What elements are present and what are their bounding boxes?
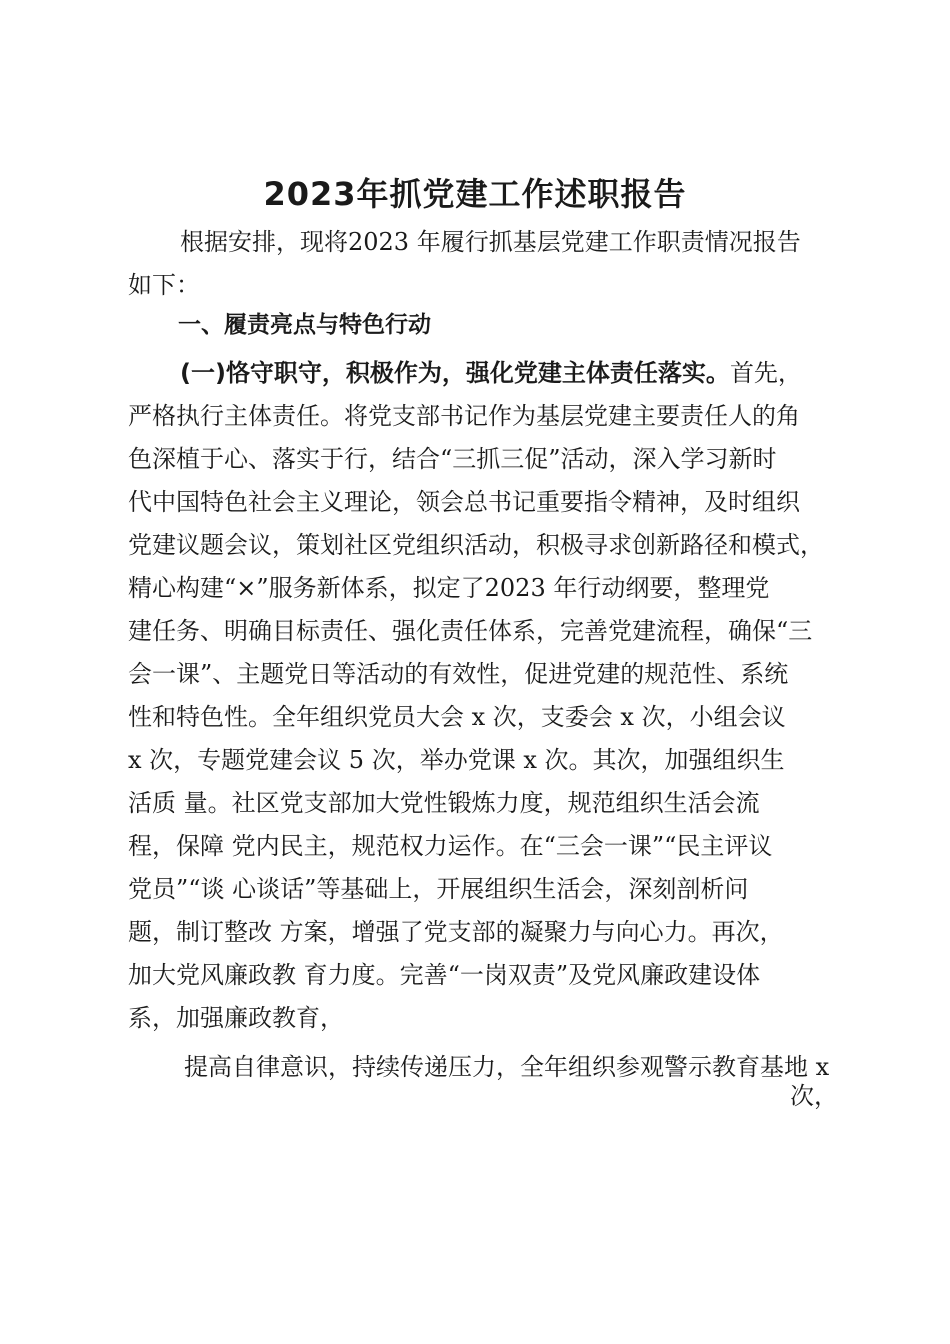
body-line: 活质 量。社区党支部加大党性锻炼力度，规范组织生活会流 xyxy=(128,789,760,817)
subsection-first-line xyxy=(180,351,802,395)
body-line: 性和特色性。全年组织党员大会 x 次，支委会 x 次，小组会议 xyxy=(128,703,786,731)
subsection-title-1: (一)恪守职守，积极作为，强化党建主体责任落实。 xyxy=(180,359,730,387)
body-line: 党员”“谈 心谈话”等基础上，开展组织生活会，深刻剖析问 xyxy=(128,875,749,903)
body-line: x 次，专题党建会议 5 次，举办党课 x 次。其次，加强组织生 xyxy=(128,746,785,774)
page-title: 2023年抓党建工作述职报告 xyxy=(263,175,687,213)
body-line: 代中国特色社会主义理论，领会总书记重要指令精神，及时组织 xyxy=(128,488,800,516)
paragraph-2-line-1: 提高自律意识，持续传递压力，全年组织参观警示教育基地 x xyxy=(184,1053,830,1081)
subsection-first-tail: 首先， xyxy=(729,359,802,387)
body-line: 会一课”、主题党日等活动的有效性，促进党建的规范性、系统 xyxy=(128,660,789,688)
paragraph-2-line-2: 次， xyxy=(790,1082,838,1110)
intro-line-2: 如下： xyxy=(128,271,200,299)
body-line: 程，保障 党内民主，规范权力运作。在“三会一课”“民主评议 xyxy=(128,832,773,860)
body-line: 色深植于心、落实于行，结合“三抓三促”活动，深入学习新时 xyxy=(128,445,777,473)
body-line: 系，加强廉政教育， xyxy=(128,1004,344,1032)
body-line: 加大党风廉政教 育力度。完善“一岗双责”及党风廉政建设体 xyxy=(128,961,761,989)
body-line: 党建议题会议，策划社区党组织活动，积极寻求创新路径和模式， xyxy=(128,531,824,559)
body-line: 题，制订整改 方案，增强了党支部的凝聚力与向心力。再次， xyxy=(128,918,784,946)
intro-line-1: 根据安排，现将2023 年履行抓基层党建工作职责情况报告 xyxy=(180,228,801,256)
section-heading-1: 一、履责亮点与特色行动 xyxy=(178,312,431,338)
body-line: 建任务、明确目标责任、强化责任体系，完善党建流程，确保“三 xyxy=(128,617,813,645)
body-line: 严格执行主体责任。将党支部书记作为基层党建主要责任人的角 xyxy=(128,402,800,430)
body-line: 精心构建“×”服务新体系，拟定了2023 年行动纲要，整理党 xyxy=(128,574,770,602)
